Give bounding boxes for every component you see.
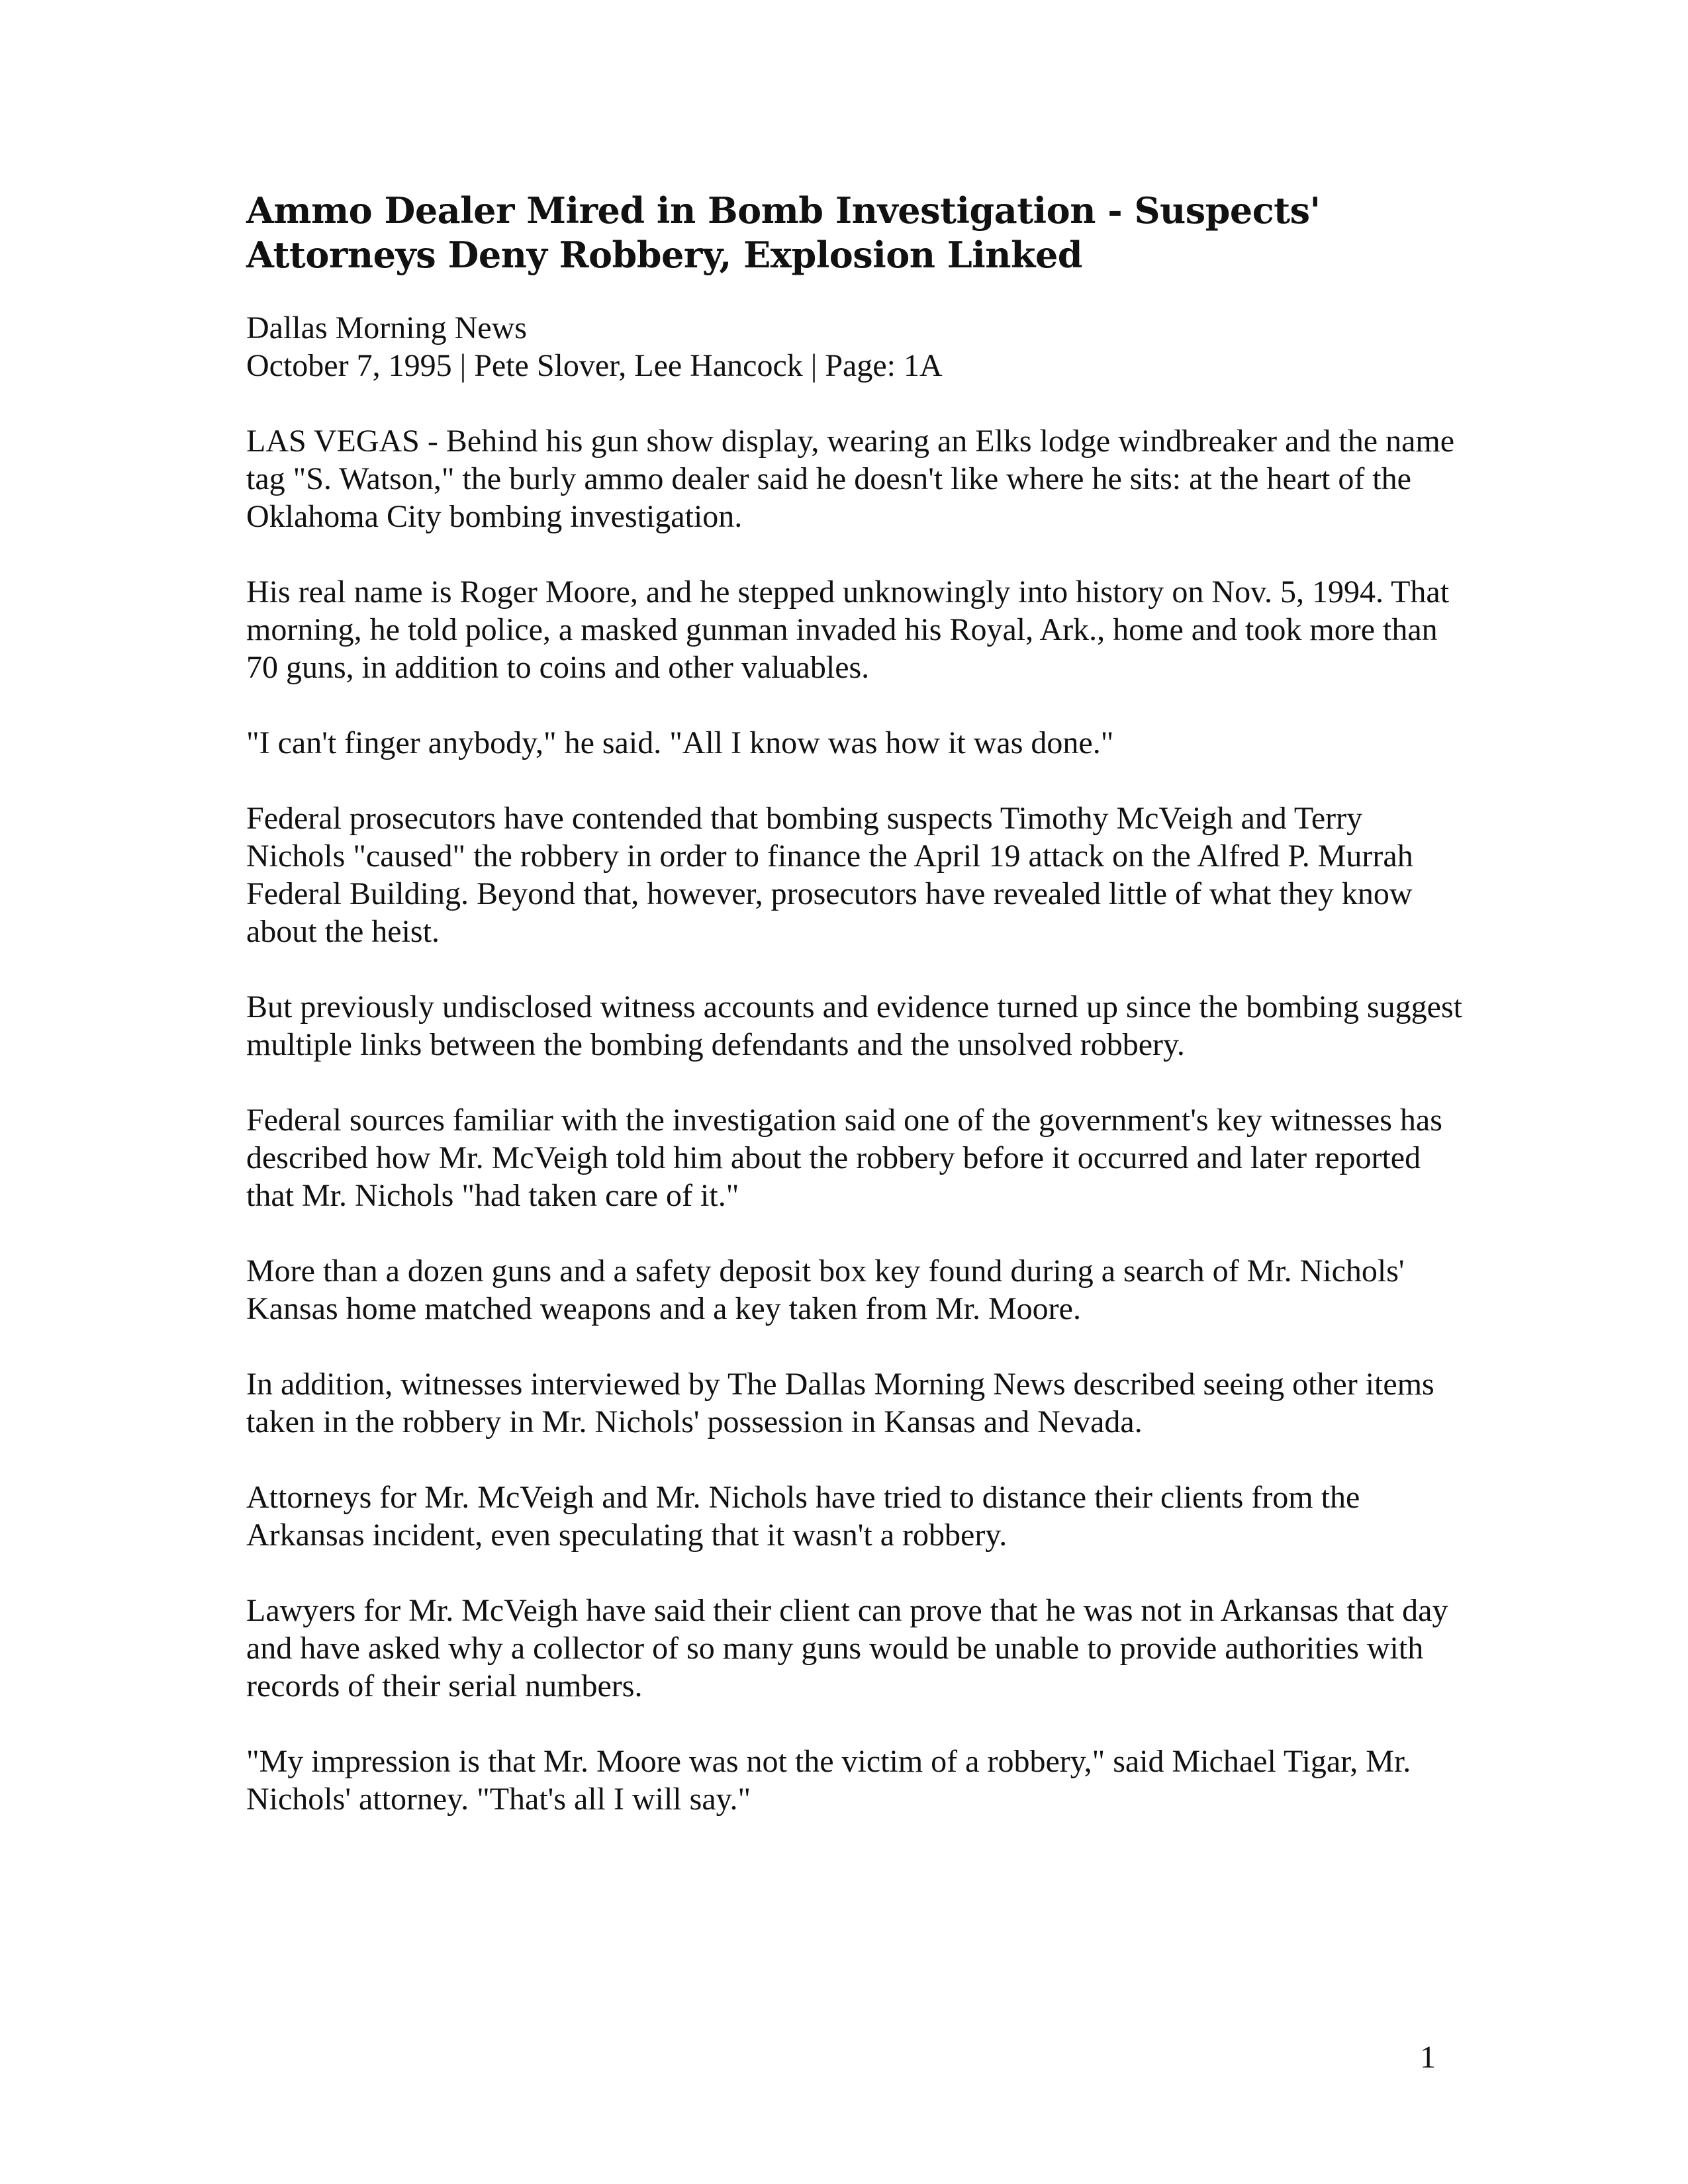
article-title: [246, 189, 1464, 277]
publication-name: Dallas Morning News: [246, 310, 527, 345]
source-info: [246, 309, 1464, 385]
article-content: [246, 189, 1464, 1856]
paragraph-6: Federal sources familiar with the investigation said one of the government's key witnesses has described how Mr. McVeigh told him about the robbery before it occurred and later reported that Mr. Nichols "had taken care of it.": [246, 1103, 1442, 1213]
paragraph-11: "My impression is that Mr. Moore was not the victim of a robbery," said Michael Tigar, Mr. Nichols' attorney. "That's all I will say.": [246, 1744, 1411, 1817]
paragraph-8: In addition, witnesses interviewed by The Dallas Morning News described seeing other items taken in the robbery in Mr. Nichols' possession in Kansas and Nevada.: [246, 1367, 1434, 1439]
paragraph-4: Federal prosecutors have contended that bombing suspects Timothy McVeigh and Terry Nichols "caused" the robbery in order to finance the April 19 attack on the Alfred P. Murrah Federal Building. Beyond that, however, prosecutors have revealed little of what they know about the heist.: [246, 801, 1413, 949]
title-line-1: Ammo Dealer Mired in Bomb Investigation - Suspects': [246, 189, 1321, 232]
article-body: [246, 422, 1464, 1818]
paragraph-3: "I can't finger anybody," he said. "All I know was how it was done.": [246, 725, 1114, 760]
paragraph-9: Attorneys for Mr. McVeigh and Mr. Nichols have tried to distance their clients from the Arkansas incident, even speculating that it wasn't a robbery.: [246, 1480, 1360, 1553]
paragraph-10: Lawyers for Mr. McVeigh have said their client can prove that he was not in Arkansas that day and have asked why a collector of so many guns would be unable to provide authorities with records of their serial numbers.: [246, 1593, 1448, 1704]
paragraph-7: More than a dozen guns and a safety deposit box key found during a search of Mr. Nichols' Kansas home matched weapons and a key taken from Mr. Moore.: [246, 1253, 1405, 1326]
paragraph-1: LAS VEGAS - Behind his gun show display, wearing an Elks lodge windbreaker and the name tag "S. Watson," the burly ammo dealer said he doesn't like where he sits: at the heart of the Oklahoma City bombing investigation.: [246, 424, 1455, 534]
byline: October 7, 1995 | Pete Slover, Lee Hancock | Page: 1A: [246, 348, 943, 383]
page-number: 1: [1420, 2040, 1436, 2075]
paragraph-5: But previously undisclosed witness accounts and evidence turned up since the bombing suggest multiple links between the bombing defendants and the unsolved robbery.: [246, 989, 1462, 1062]
title-line-2: Attorneys Deny Robbery, Explosion Linked: [246, 234, 1083, 276]
paragraph-2: His real name is Roger Moore, and he stepped unknowingly into history on Nov. 5, 1994. That morning, he told police, a masked gunman invaded his Royal, Ark., home and took more than 70 guns, in addition to coins and other valuables.: [246, 574, 1450, 685]
